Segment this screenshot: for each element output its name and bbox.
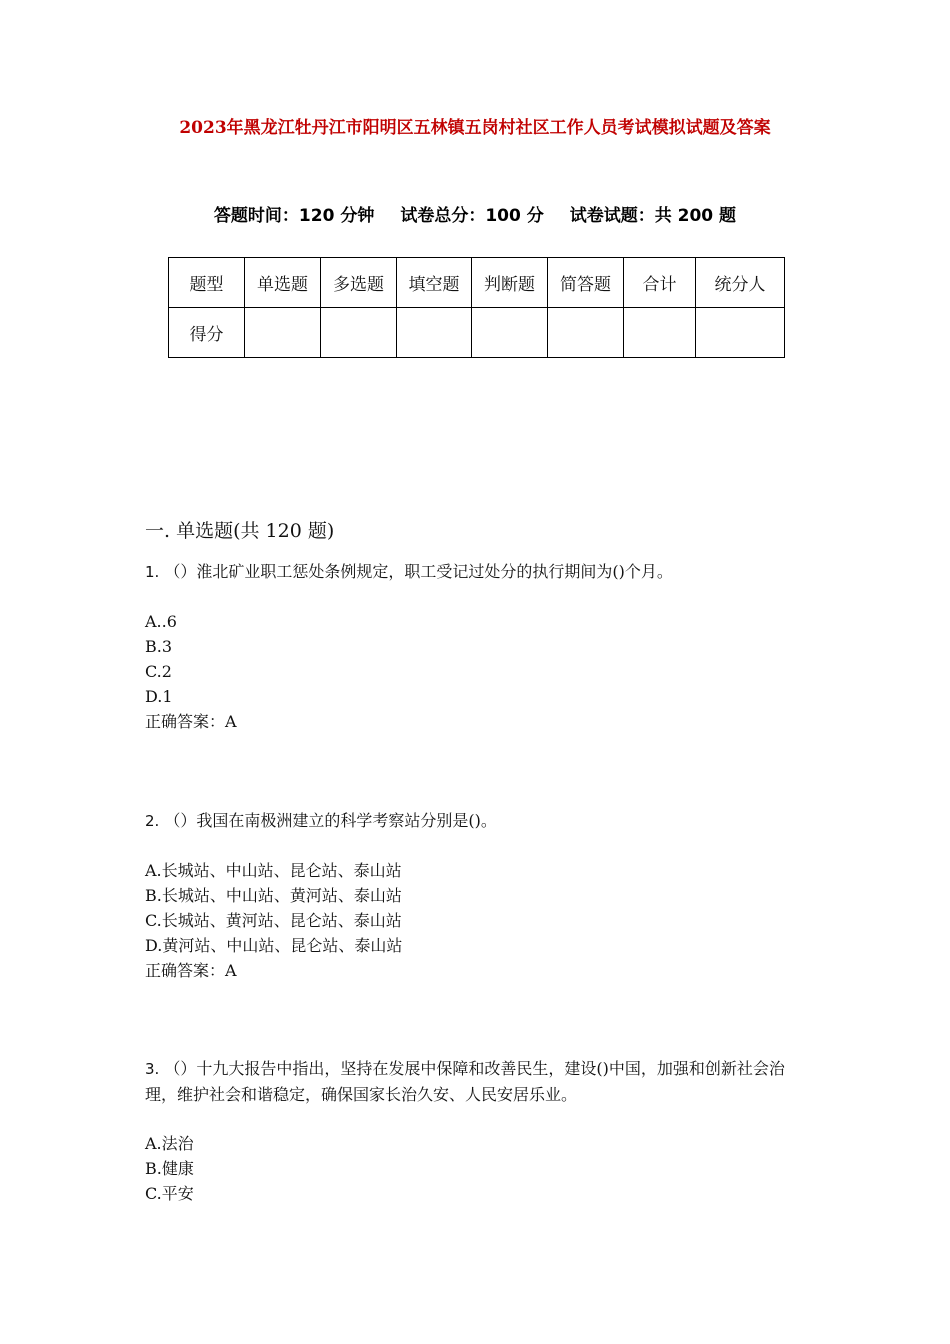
question-option: D.黄河站、中山站、昆仑站、泰山站	[145, 936, 403, 955]
question-text: （）我国在南极洲建立的科学考察站分别是()。	[164, 811, 497, 830]
exam-total-score: 试卷总分：100 分	[400, 206, 544, 226]
question-1	[145, 559, 810, 734]
question-option: C.2	[145, 662, 172, 681]
question-option: A.长城站、中山站、昆仑站、泰山站	[145, 861, 402, 880]
question-option: B.长城站、中山站、黄河站、泰山站	[145, 886, 402, 905]
question-option: B.3	[145, 637, 173, 656]
score-cell	[472, 308, 548, 358]
score-header-cell: 合计	[624, 258, 696, 308]
question-answer: 正确答案：A	[145, 961, 237, 980]
score-table-header-row	[169, 258, 785, 308]
score-header-cell: 题型	[169, 258, 245, 308]
question-option: D.1	[145, 687, 173, 706]
question-text: （）十九大报告中指出，坚持在发展中保障和改善民生，建设()中国，加强和创新社会治理，维护社会和谐稳定，确保国家长治久安、人民安居乐业。	[145, 1059, 785, 1104]
score-row-label: 得分	[169, 308, 245, 358]
question-2	[145, 808, 810, 983]
question-number: 3.	[145, 1060, 160, 1078]
question-stem	[145, 559, 810, 585]
question-3	[145, 1056, 810, 1206]
document-title: 2023年黑龙江牡丹江市阳明区五林镇五岗村社区工作人员考试模拟试题及答案	[179, 118, 771, 138]
score-header-cell: 多选题	[321, 258, 397, 308]
score-cell	[245, 308, 321, 358]
exam-info	[0, 201, 950, 226]
exam-total-questions: 试卷试题：共 200 题	[569, 206, 737, 226]
question-option: C.长城站、黄河站、昆仑站、泰山站	[145, 911, 402, 930]
score-header-cell: 单选题	[245, 258, 321, 308]
score-table-score-row	[169, 308, 785, 358]
section-title: 一. 单选题(共 120 题)	[145, 520, 335, 542]
score-cell	[624, 308, 696, 358]
question-option: A..6	[145, 612, 177, 631]
score-cell	[321, 308, 397, 358]
score-table	[168, 257, 785, 358]
score-cell	[548, 308, 624, 358]
question-answer: 正确答案：A	[145, 712, 237, 731]
score-cell	[397, 308, 472, 358]
score-header-cell: 统分人	[696, 258, 785, 308]
score-cell	[696, 308, 785, 358]
score-header-cell: 填空题	[397, 258, 472, 308]
question-option: A.法治	[145, 1134, 194, 1153]
question-text: （）淮北矿业职工惩处条例规定，职工受记过处分的执行期间为()个月。	[164, 562, 673, 581]
question-stem	[145, 1056, 810, 1107]
question-number: 2.	[145, 812, 160, 830]
question-stem	[145, 808, 810, 834]
score-header-cell: 简答题	[548, 258, 624, 308]
question-number: 1.	[145, 563, 160, 581]
exam-time: 答题时间：120 分钟	[213, 206, 375, 226]
question-option: B.健康	[145, 1159, 194, 1178]
score-header-cell: 判断题	[472, 258, 548, 308]
question-option: C.平安	[145, 1184, 194, 1203]
